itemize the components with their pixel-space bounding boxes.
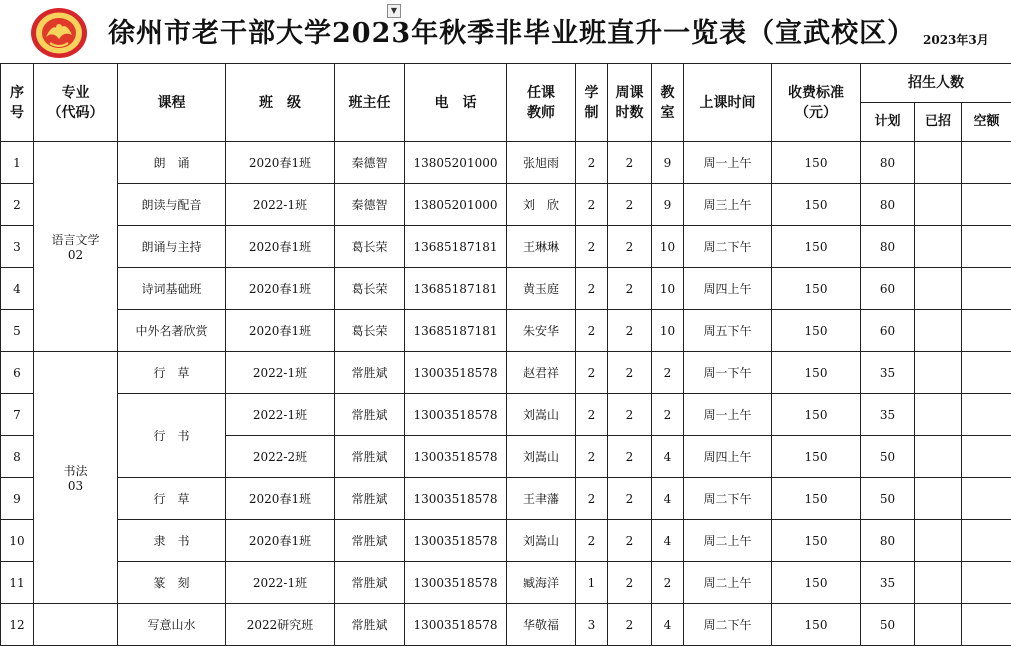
cell-fee: 150 [772, 562, 861, 604]
col-header-phone: 电 话 [405, 64, 507, 142]
cell-hours: 2 [608, 394, 652, 436]
cell-head-teacher: 葛长荣 [335, 268, 405, 310]
cell-plan: 80 [861, 142, 915, 184]
cell-no: 8 [1, 436, 34, 478]
cell-class: 2022研究班 [226, 604, 335, 646]
cell-hours: 2 [608, 310, 652, 352]
cell-room: 10 [652, 226, 684, 268]
table-row [1, 310, 1011, 352]
cell-phone: 13003518578 [405, 352, 507, 394]
cell-head-teacher: 常胜斌 [335, 352, 405, 394]
cell-room: 4 [652, 436, 684, 478]
cell-time: 周二下午 [684, 604, 772, 646]
cell-time: 周二上午 [684, 520, 772, 562]
cell-major-empty [34, 604, 118, 646]
cell-fee: 150 [772, 520, 861, 562]
cell-vacant [962, 478, 1011, 520]
cell-enrolled [915, 478, 962, 520]
cell-hours: 2 [608, 268, 652, 310]
cell-major-lit: 语言文学 02 [34, 142, 118, 352]
cell-no: 1 [1, 142, 34, 184]
col-header-class: 班 级 [226, 64, 335, 142]
cell-teacher: 朱安华 [507, 310, 576, 352]
cell-course: 篆 刻 [118, 562, 226, 604]
cell-term: 3 [576, 604, 608, 646]
cell-phone: 13805201000 [405, 184, 507, 226]
table-row [1, 478, 1011, 520]
col-header-room: 教 室 [652, 64, 684, 142]
cell-room: 10 [652, 268, 684, 310]
col-header-vacant: 空额 [962, 103, 1011, 142]
cell-plan: 50 [861, 436, 915, 478]
cell-teacher: 华敬福 [507, 604, 576, 646]
col-header-term: 学 制 [576, 64, 608, 142]
cell-no: 11 [1, 562, 34, 604]
page-title: 徐州市老干部大学2023年秋季非毕业班直升一览表（宣武校区） [108, 11, 915, 50]
cell-phone: 13685187181 [405, 310, 507, 352]
cell-fee: 150 [772, 268, 861, 310]
cell-hours: 2 [608, 478, 652, 520]
cell-hours: 2 [608, 352, 652, 394]
col-header-major: 专业 （代码） [34, 64, 118, 142]
school-logo [30, 7, 88, 59]
cell-major-calligraphy: 书法 03 [34, 352, 118, 604]
cell-enrolled [915, 184, 962, 226]
cell-phone: 13003518578 [405, 520, 507, 562]
cell-term: 2 [576, 520, 608, 562]
cell-class: 2020春1班 [226, 520, 335, 562]
cell-phone: 13003518578 [405, 478, 507, 520]
cell-course: 行 草 [118, 478, 226, 520]
cell-room: 2 [652, 352, 684, 394]
cell-course: 诗词基础班 [118, 268, 226, 310]
cell-term: 2 [576, 394, 608, 436]
table-row [1, 604, 1011, 646]
cell-plan: 60 [861, 268, 915, 310]
cell-term: 2 [576, 436, 608, 478]
cell-room: 4 [652, 604, 684, 646]
cell-course: 写意山水 [118, 604, 226, 646]
cell-hours: 2 [608, 562, 652, 604]
cell-time: 周四上午 [684, 436, 772, 478]
cell-no: 2 [1, 184, 34, 226]
cell-fee: 150 [772, 142, 861, 184]
cell-vacant [962, 310, 1011, 352]
cell-course: 隶 书 [118, 520, 226, 562]
cell-no: 7 [1, 394, 34, 436]
cell-term: 2 [576, 268, 608, 310]
cell-fee: 150 [772, 352, 861, 394]
cell-vacant [962, 184, 1011, 226]
cell-teacher: 臧海洋 [507, 562, 576, 604]
col-header-fee: 收费标准 （元） [772, 64, 861, 142]
cell-teacher: 赵君祥 [507, 352, 576, 394]
cell-vacant [962, 562, 1011, 604]
cell-teacher: 王聿藩 [507, 478, 576, 520]
cell-teacher: 张旭雨 [507, 142, 576, 184]
cell-plan: 80 [861, 520, 915, 562]
cell-class: 2020春1班 [226, 478, 335, 520]
class-table [0, 63, 1011, 646]
cell-teacher: 刘嵩山 [507, 520, 576, 562]
cell-hours: 2 [608, 184, 652, 226]
cell-phone: 13805201000 [405, 142, 507, 184]
cell-no: 3 [1, 226, 34, 268]
cell-fee: 150 [772, 436, 861, 478]
cell-phone: 13003518578 [405, 394, 507, 436]
cell-vacant [962, 520, 1011, 562]
cell-time: 周一上午 [684, 394, 772, 436]
col-header-enrolled: 已招 [915, 103, 962, 142]
cell-head-teacher: 常胜斌 [335, 562, 405, 604]
cell-term: 2 [576, 184, 608, 226]
cell-vacant [962, 142, 1011, 184]
cell-fee: 150 [772, 394, 861, 436]
cell-plan: 35 [861, 352, 915, 394]
cell-fee: 150 [772, 478, 861, 520]
cell-no: 12 [1, 604, 34, 646]
table-row [1, 562, 1011, 604]
cell-enrolled [915, 436, 962, 478]
cell-course: 朗 诵 [118, 142, 226, 184]
cell-enrolled [915, 310, 962, 352]
cell-time: 周一上午 [684, 142, 772, 184]
cell-head-teacher: 葛长荣 [335, 226, 405, 268]
cell-plan: 35 [861, 394, 915, 436]
cell-course: 朗读与配音 [118, 184, 226, 226]
cell-plan: 50 [861, 604, 915, 646]
cell-head-teacher: 秦德智 [335, 142, 405, 184]
col-header-course: 课程 [118, 64, 226, 142]
cell-class: 2022-2班 [226, 436, 335, 478]
cell-room: 10 [652, 310, 684, 352]
cell-time: 周二上午 [684, 562, 772, 604]
table-row [1, 226, 1011, 268]
cell-time: 周二下午 [684, 226, 772, 268]
cell-teacher: 刘嵩山 [507, 394, 576, 436]
cell-no: 9 [1, 478, 34, 520]
cell-plan: 60 [861, 310, 915, 352]
cell-hours: 2 [608, 226, 652, 268]
table-row [1, 268, 1011, 310]
cell-no: 6 [1, 352, 34, 394]
cell-head-teacher: 葛长荣 [335, 310, 405, 352]
table-row [1, 184, 1011, 226]
cell-vacant [962, 226, 1011, 268]
table-row [1, 142, 1011, 184]
cell-enrolled [915, 394, 962, 436]
cell-course: 行 草 [118, 352, 226, 394]
cell-fee: 150 [772, 310, 861, 352]
cell-term: 2 [576, 310, 608, 352]
cell-hours: 2 [608, 520, 652, 562]
cell-enrolled [915, 604, 962, 646]
cell-time: 周一下午 [684, 352, 772, 394]
cell-no: 10 [1, 520, 34, 562]
cell-enrolled [915, 352, 962, 394]
cell-enrolled [915, 520, 962, 562]
cell-room: 9 [652, 142, 684, 184]
cell-vacant [962, 436, 1011, 478]
cell-class: 2020春1班 [226, 310, 335, 352]
cell-hours: 2 [608, 436, 652, 478]
cell-class: 2020春1班 [226, 226, 335, 268]
cell-head-teacher: 常胜斌 [335, 520, 405, 562]
cell-teacher: 刘 欣 [507, 184, 576, 226]
cell-phone: 13685187181 [405, 268, 507, 310]
cell-teacher: 刘嵩山 [507, 436, 576, 478]
cell-enrolled [915, 226, 962, 268]
filter-dropdown-button[interactable]: ▼ [387, 4, 401, 18]
cell-room: 4 [652, 478, 684, 520]
cell-head-teacher: 常胜斌 [335, 436, 405, 478]
cell-time: 周三上午 [684, 184, 772, 226]
col-header-head-teacher: 班主任 [335, 64, 405, 142]
cell-phone: 13003518578 [405, 436, 507, 478]
cell-fee: 150 [772, 184, 861, 226]
cell-class: 2020春1班 [226, 268, 335, 310]
cell-vacant [962, 268, 1011, 310]
cell-fee: 150 [772, 226, 861, 268]
page-header [0, 0, 1011, 64]
cell-vacant [962, 604, 1011, 646]
cell-fee: 150 [772, 604, 861, 646]
cell-time: 周五下午 [684, 310, 772, 352]
cell-phone: 13003518578 [405, 604, 507, 646]
table-row [1, 520, 1011, 562]
cell-class: 2022-1班 [226, 184, 335, 226]
cell-course: 行 书 [118, 394, 226, 478]
col-header-teacher: 任课 教师 [507, 64, 576, 142]
cell-phone: 13685187181 [405, 226, 507, 268]
cell-phone: 13003518578 [405, 562, 507, 604]
cell-class: 2022-1班 [226, 352, 335, 394]
cell-course: 中外名著欣赏 [118, 310, 226, 352]
cell-room: 2 [652, 394, 684, 436]
cell-head-teacher: 秦德智 [335, 184, 405, 226]
cell-plan: 80 [861, 226, 915, 268]
cell-teacher: 黄玉庭 [507, 268, 576, 310]
table-row [1, 394, 1011, 436]
cell-enrolled [915, 562, 962, 604]
cell-room: 2 [652, 562, 684, 604]
cell-head-teacher: 常胜斌 [335, 394, 405, 436]
cell-vacant [962, 394, 1011, 436]
cell-term: 2 [576, 352, 608, 394]
cell-term: 2 [576, 478, 608, 520]
table-row [1, 352, 1011, 394]
col-header-enroll: 招生人数 [861, 64, 1011, 103]
cell-enrolled [915, 142, 962, 184]
cell-term: 1 [576, 562, 608, 604]
cell-class: 2022-1班 [226, 562, 335, 604]
cell-time: 周二下午 [684, 478, 772, 520]
col-header-plan: 计划 [861, 103, 915, 142]
cell-class: 2020春1班 [226, 142, 335, 184]
document-date: 2023年3月 [923, 31, 989, 48]
cell-head-teacher: 常胜斌 [335, 604, 405, 646]
cell-plan: 80 [861, 184, 915, 226]
cell-term: 2 [576, 142, 608, 184]
col-header-time: 上课时间 [684, 64, 772, 142]
cell-class: 2022-1班 [226, 394, 335, 436]
cell-teacher: 王琳琳 [507, 226, 576, 268]
cell-room: 4 [652, 520, 684, 562]
cell-hours: 2 [608, 604, 652, 646]
cell-no: 4 [1, 268, 34, 310]
cell-room: 9 [652, 184, 684, 226]
cell-no: 5 [1, 310, 34, 352]
col-header-seq: 序 号 [1, 64, 34, 142]
col-header-weekly-hours: 周课 时数 [608, 64, 652, 142]
cell-vacant [962, 352, 1011, 394]
cell-term: 2 [576, 226, 608, 268]
cell-plan: 50 [861, 478, 915, 520]
cell-hours: 2 [608, 142, 652, 184]
cell-time: 周四上午 [684, 268, 772, 310]
cell-course: 朗诵与主持 [118, 226, 226, 268]
cell-head-teacher: 常胜斌 [335, 478, 405, 520]
cell-plan: 35 [861, 562, 915, 604]
cell-enrolled [915, 268, 962, 310]
